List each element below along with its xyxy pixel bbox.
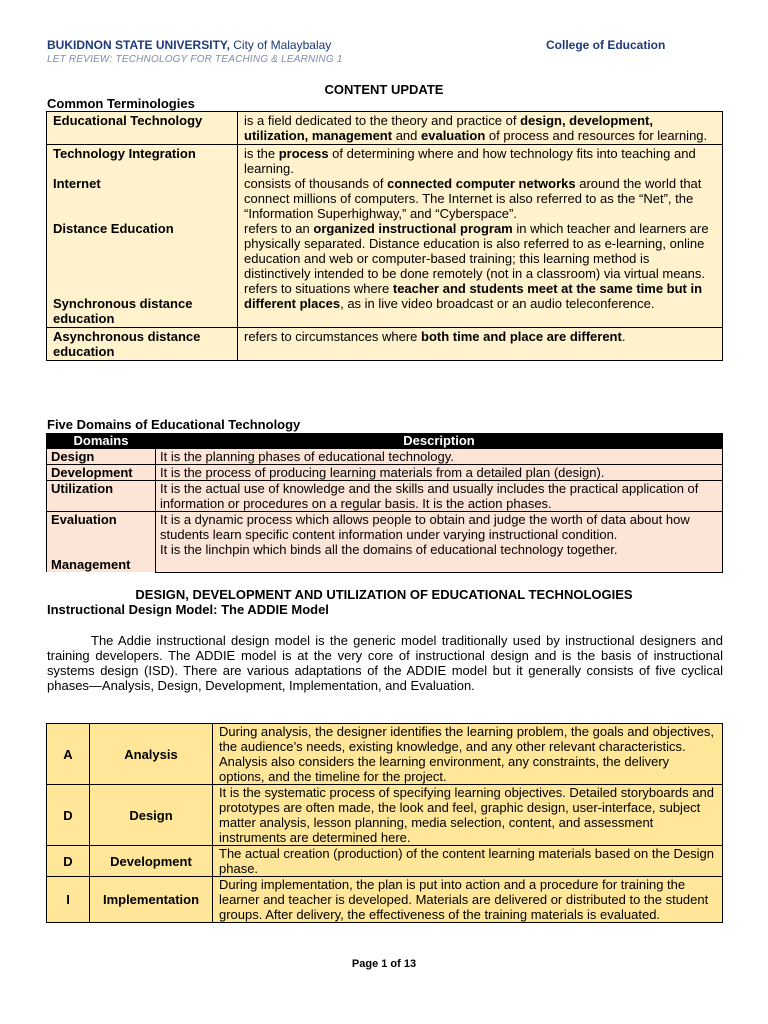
term-definition xyxy=(244,281,716,311)
term-definition-group xyxy=(238,145,723,328)
def-text: refers to circumstances where xyxy=(244,329,422,344)
def-bold: evaluation xyxy=(421,128,486,143)
domains-header-row xyxy=(47,434,723,449)
ddu-heading: DESIGN, DEVELOPMENT AND UTILIZATION OF EDUCATIONAL TECHNOLOGIES xyxy=(135,587,633,602)
term-row xyxy=(47,145,723,328)
domain-row xyxy=(47,481,723,512)
col-description: Description xyxy=(156,434,723,449)
term-name: Internet xyxy=(53,176,101,191)
term-name: Asynchronous distance education xyxy=(47,328,238,361)
addie-letter: D xyxy=(47,785,90,846)
university-label: BUKIDNON STATE UNIVERSITY, xyxy=(47,38,230,52)
domain-desc: It is a dynamic process which allows people to obtain and judge the worth of data about how students learn specific content information under varying instructional condition. xyxy=(160,512,690,542)
addie-phase: Analysis xyxy=(90,724,213,785)
city-label: City of Malaybalay xyxy=(233,38,332,52)
term-definition xyxy=(244,146,716,176)
domain-desc: It is the actual use of knowledge and the skills and usually includes the practical application of information or procedures on a regular basis. It is the action phases. xyxy=(156,481,723,512)
addie-desc: The actual creation (production) of the content learning materials based on the Design phase. xyxy=(213,846,723,877)
def-text: in which teacher and learners are physically separated. Distance education is also referred to as e-learning, online education and web or computer-based training; this learning method is distinctively intended to be done remotely (not in a classroom) via virtual means. xyxy=(244,221,709,281)
page-number: Page 1 of 13 xyxy=(351,958,417,970)
domain-name: Design xyxy=(47,449,156,465)
terminology-heading: Common Terminologies xyxy=(47,96,195,111)
term-row xyxy=(47,112,723,145)
def-bold: design, development, utilization, management xyxy=(244,113,653,143)
term-row xyxy=(47,328,723,361)
def-bold: process xyxy=(278,146,329,161)
term-name: Technology Integration xyxy=(53,146,196,161)
domain-desc-group xyxy=(156,512,723,573)
def-text: consists of thousands of xyxy=(244,176,388,191)
def-text: of process and resources for learning. xyxy=(485,128,708,143)
addie-letter: I xyxy=(47,877,90,923)
term-definition xyxy=(244,221,716,281)
addie-desc: During implementation, the plan is put into action and a procedure for training the learner and teacher is developed. Materials are delivered or distributed to the student groups. After delivery, the effectiveness of the training materials is evaluated. xyxy=(213,877,723,923)
def-bold: teacher and students meet at the same time but in different places xyxy=(244,281,703,311)
college-name: College of Education xyxy=(546,38,666,52)
addie-row xyxy=(47,877,723,923)
domain-desc: It is the planning phases of educational technology. xyxy=(156,449,723,465)
addie-letter: A xyxy=(47,724,90,785)
def-text: refers to an xyxy=(244,221,314,236)
term-name-group xyxy=(47,145,238,328)
page-title: CONTENT UPDATE xyxy=(324,82,444,97)
domain-name: Utilization xyxy=(47,481,156,512)
domain-desc: It is the linchpin which binds all the domains of educational technology together. xyxy=(160,542,618,557)
addie-phase: Development xyxy=(90,846,213,877)
addie-desc: It is the systematic process of specifying learning objectives. Detailed storyboards and prototypes are often made, the look and feel, graphic design, user-interface, subject matter analysis, lesson planning, media selection, content, and assessment instruments are determined here. xyxy=(213,785,723,846)
course-subtitle: LET REVIEW: TECHNOLOGY FOR TEACHING & LEARNING 1 xyxy=(47,54,343,65)
def-text: refers to situations where xyxy=(244,281,393,296)
university-name xyxy=(47,38,331,52)
addie-letter: D xyxy=(47,846,90,877)
addie-paragraph: The Addie instructional design model is the generic model traditionally used by instructional designers and training developers. The ADDIE model is at the very core of instructional design and is the basis of instructional systems design (ISD). There are various adaptations of the ADDIE model but it generally consists of five cyclical phases—Analysis, Design, Development, Implementation, and Evaluation. xyxy=(47,633,723,693)
domain-row xyxy=(47,512,723,573)
addie-phase: Design xyxy=(90,785,213,846)
domain-name: Management xyxy=(51,557,131,572)
terminology-table xyxy=(46,111,723,361)
def-text: of determining where and how technology fits into teaching and learning. xyxy=(244,146,696,176)
addie-row xyxy=(47,846,723,877)
col-domains: Domains xyxy=(47,434,156,449)
def-text: is a field dedicated to the theory and practice of xyxy=(244,113,521,128)
term-definition xyxy=(244,176,716,221)
def-text: is the xyxy=(244,146,279,161)
term-name: Synchronous distance education xyxy=(53,296,193,326)
term-definition xyxy=(238,328,723,361)
def-text: around the world that connect millions of computers. The Internet is also referred to as the “Net”, the “Information Superhighway,” and “Cyberspace”. xyxy=(244,176,702,221)
addie-subheading: Instructional Design Model: The ADDIE Model xyxy=(47,602,329,617)
domain-desc: It is the process of producing learning materials from a detailed plan (design). xyxy=(156,465,723,481)
domain-row xyxy=(47,465,723,481)
term-definition xyxy=(238,112,723,145)
domain-name: Evaluation xyxy=(51,512,117,527)
term-name: Educational Technology xyxy=(47,112,238,145)
def-text: and xyxy=(392,128,421,143)
domains-heading: Five Domains of Educational Technology xyxy=(47,417,301,432)
addie-desc: During analysis, the designer identifies the learning problem, the goals and objectives, the audience’s needs, existing knowledge, and any other relevant characteristics. Analysis also considers the learning environment, any constraints, the delivery options, and the timeline for the project. xyxy=(213,724,723,785)
domain-row xyxy=(47,449,723,465)
def-bold: organized instructional program xyxy=(313,221,513,236)
def-bold: connected computer networks xyxy=(387,176,576,191)
addie-row xyxy=(47,785,723,846)
domain-name: Development xyxy=(47,465,156,481)
addie-row xyxy=(47,724,723,785)
def-bold: both time and place are different xyxy=(421,329,622,344)
domains-table xyxy=(46,433,723,573)
term-name: Distance Education xyxy=(53,221,174,236)
addie-table xyxy=(46,723,723,923)
def-text: , as in live video broadcast or an audio teleconference. xyxy=(340,296,655,311)
domain-name-group xyxy=(47,512,156,573)
def-text: . xyxy=(621,329,626,344)
addie-phase: Implementation xyxy=(90,877,213,923)
